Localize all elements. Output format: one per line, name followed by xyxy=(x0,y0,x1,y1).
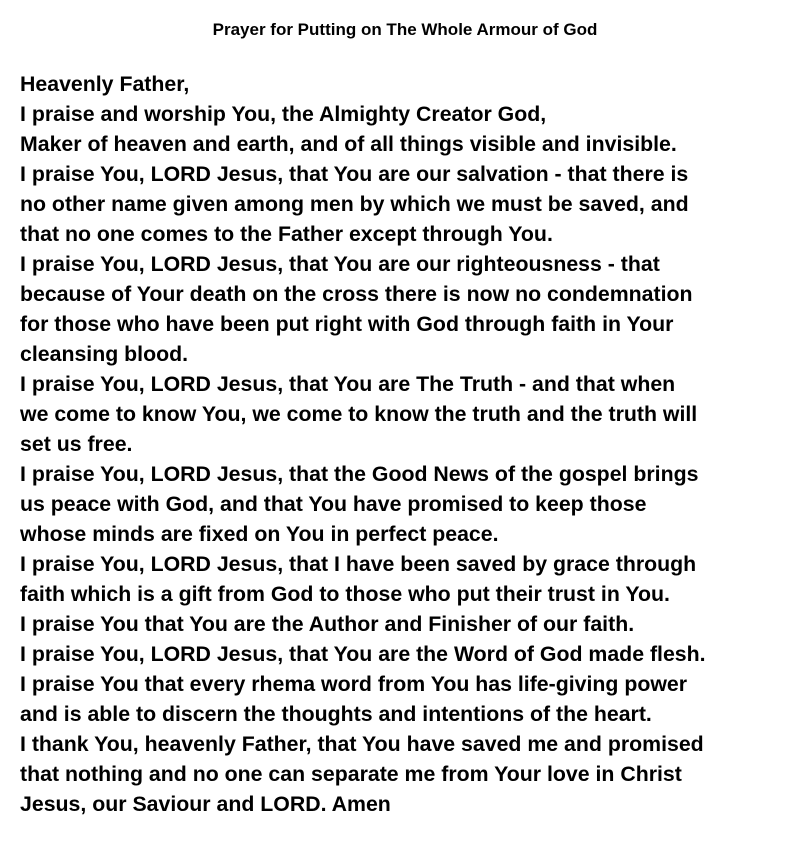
prayer-line: we come to know You, we come to know the truth and the truth will xyxy=(20,402,698,426)
prayer-line: Heavenly Father, xyxy=(20,72,190,96)
prayer-line: I praise You, LORD Jesus, that the Good News of the gospel brings xyxy=(20,462,699,486)
prayer-line: us peace with God, and that You have promised to keep those xyxy=(20,492,647,516)
prayer-line: that no one comes to the Father except through You. xyxy=(20,222,553,246)
page-title: Prayer for Putting on The Whole Armour of God xyxy=(212,20,598,39)
prayer-line: faith which is a gift from God to those who put their trust in You. xyxy=(20,582,670,606)
prayer-line: I praise You, LORD Jesus, that You are The Truth - and that when xyxy=(20,372,676,396)
prayer-line: no other name given among men by which we must be saved, and xyxy=(20,192,689,216)
prayer-line: for those who have been put right with God through faith in Your xyxy=(20,312,674,336)
prayer-line: set us free. xyxy=(20,432,133,456)
prayer-line: I praise You that every rhema word from You has life-giving power xyxy=(20,672,688,696)
prayer-line: whose minds are fixed on You in perfect peace. xyxy=(20,522,499,546)
prayer-line: Jesus, our Saviour and LORD. Amen xyxy=(20,792,391,816)
prayer-line: Maker of heaven and earth, and of all things visible and invisible. xyxy=(20,132,677,156)
prayer-line: I praise You, LORD Jesus, that You are the Word of God made flesh. xyxy=(20,642,706,666)
prayer-line: I praise You that You are the Author and Finisher of our faith. xyxy=(20,612,635,636)
prayer-line: I thank You, heavenly Father, that You have saved me and promised xyxy=(20,732,704,756)
prayer-line: because of Your death on the cross there is now no condemnation xyxy=(20,282,693,306)
prayer-line: and is able to discern the thoughts and intentions of the heart. xyxy=(20,702,652,726)
prayer-line: I praise You, LORD Jesus, that You are our salvation - that there is xyxy=(20,162,689,186)
prayer-line: I praise and worship You, the Almighty Creator God, xyxy=(20,102,547,126)
prayer-line: that nothing and no one can separate me from Your love in Christ xyxy=(20,762,682,786)
prayer-line: I praise You, LORD Jesus, that You are our righteousness - that xyxy=(20,252,660,276)
prayer-line: cleansing blood. xyxy=(20,342,189,366)
prayer-body xyxy=(20,69,805,819)
prayer-line: I praise You, LORD Jesus, that I have been saved by grace through xyxy=(20,552,697,576)
